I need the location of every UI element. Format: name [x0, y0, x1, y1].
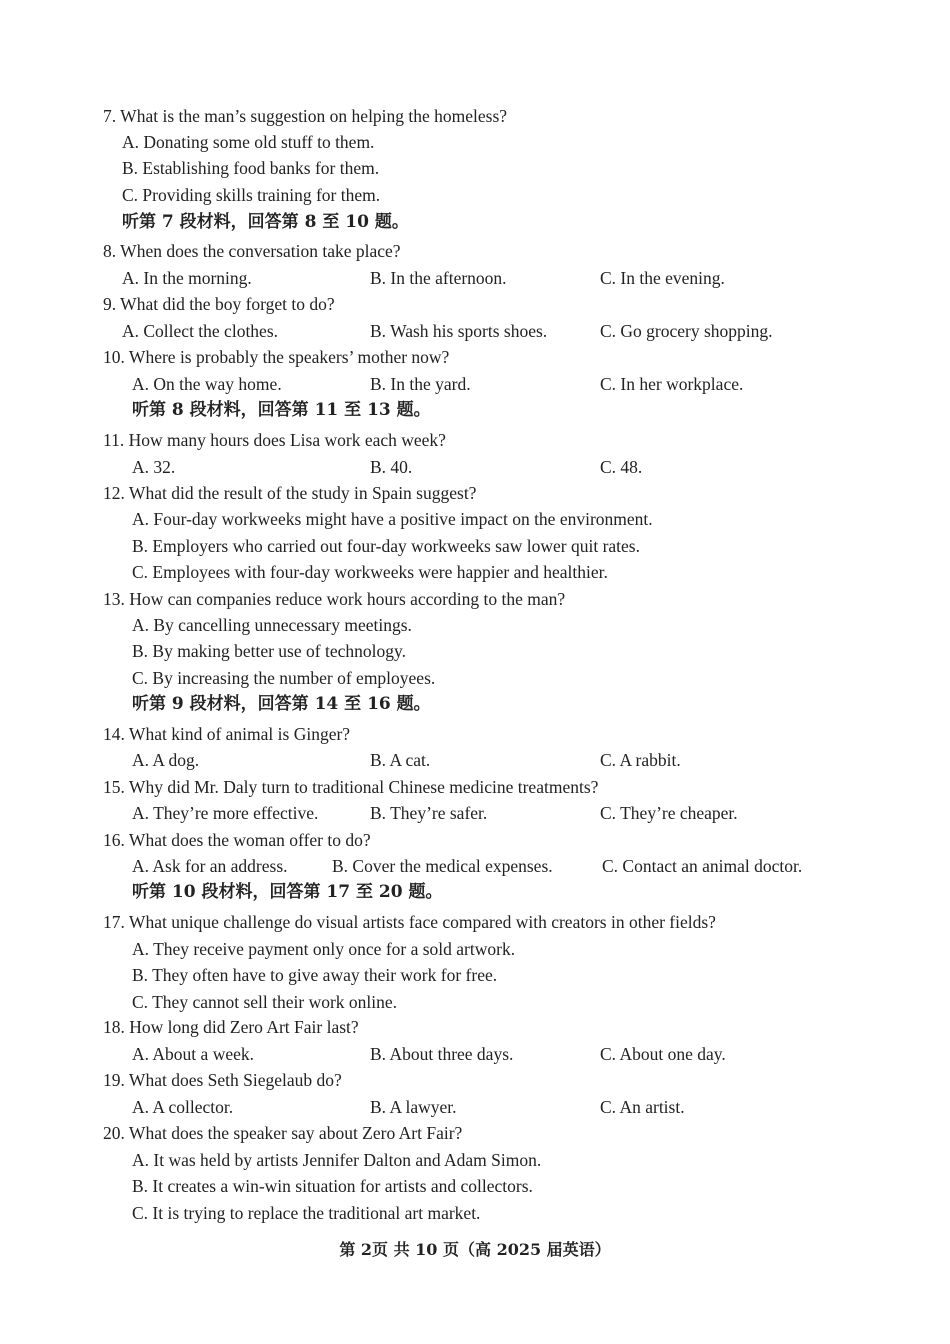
question-8-option-a: A. In the morning. [122, 268, 252, 288]
question-8-stem: 8. When does the conversation take place? [103, 241, 401, 261]
question-13-stem: 13. How can companies reduce work hours according to the man? [103, 589, 566, 609]
question-17-stem: 17. What unique challenge do visual artists face compared with creators in other fields? [103, 912, 716, 932]
question-8-option-c: C. In the evening. [600, 268, 725, 288]
question-11-option-b: B. 40. [370, 457, 413, 477]
question-11-option-c: C. 48. [600, 457, 643, 477]
question-14-option-c: C. A rabbit. [600, 750, 681, 770]
section-heading-10: 听第 10 段材料，回答第 17 至 20 题。 [132, 882, 443, 902]
question-12-option-a: A. Four-day workweeks might have a positive impact on the environment. [132, 509, 653, 529]
question-20-option-a: A. It was held by artists Jennifer Dalton and Adam Simon. [132, 1150, 542, 1170]
question-19-option-b: B. A lawyer. [370, 1097, 457, 1117]
question-14-option-b: B. A cat. [370, 750, 431, 770]
question-11-option-a: A. 32. [132, 457, 176, 477]
question-16-option-b: B. Cover the medical expenses. [332, 856, 553, 876]
question-9-option-b: B. Wash his sports shoes. [370, 321, 548, 341]
section-heading-8: 听第 8 段材料，回答第 11 至 13 题。 [132, 400, 431, 420]
question-17-option-b: B. They often have to give away their work for free. [132, 965, 498, 985]
question-15-stem: 15. Why did Mr. Daly turn to traditional Chinese medicine treatments? [103, 777, 599, 797]
question-15-option-c: C. They’re cheaper. [600, 803, 738, 823]
question-13-option-b: B. By making better use of technology. [132, 641, 406, 661]
question-16-option-c: C. Contact an animal doctor. [602, 856, 803, 876]
question-7-stem: 7. What is the man’s suggestion on helping the homeless? [103, 106, 508, 126]
question-19-stem: 19. What does Seth Siegelaub do? [103, 1070, 342, 1090]
question-18-option-a: A. About a week. [132, 1044, 254, 1064]
question-12-option-c: C. Employees with four-day workweeks were happier and healthier. [132, 562, 608, 582]
question-15-option-a: A. They’re more effective. [132, 803, 319, 823]
question-14-option-a: A. A dog. [132, 750, 200, 770]
question-7-option-b: B. Establishing food banks for them. [122, 158, 380, 178]
question-9-stem: 9. What did the boy forget to do? [103, 294, 335, 314]
question-17-option-c: C. They cannot sell their work online. [132, 992, 398, 1012]
question-11-stem: 11. How many hours does Lisa work each week? [103, 430, 446, 450]
question-20-option-c: C. It is trying to replace the traditional art market. [132, 1203, 481, 1223]
question-12-option-b: B. Employers who carried out four-day workweeks saw lower quit rates. [132, 536, 640, 556]
question-18-option-b: B. About three days. [370, 1044, 514, 1064]
question-17-option-a: A. They receive payment only once for a sold artwork. [132, 939, 516, 959]
question-10-stem: 10. Where is probably the speakers’ mother now? [103, 347, 450, 367]
question-10-option-a: A. On the way home. [132, 374, 282, 394]
question-20-option-b: B. It creates a win-win situation for artists and collectors. [132, 1176, 533, 1196]
question-13-option-a: A. By cancelling unnecessary meetings. [132, 615, 412, 635]
section-heading-7: 听第 7 段材料，回答第 8 至 10 题。 [122, 212, 409, 232]
question-8-option-b: B. In the afternoon. [370, 268, 507, 288]
question-19-option-c: C. An artist. [600, 1097, 685, 1117]
question-14-stem: 14. What kind of animal is Ginger? [103, 724, 351, 744]
question-18-option-c: C. About one day. [600, 1044, 726, 1064]
question-15-option-b: B. They’re safer. [370, 803, 488, 823]
question-9-option-a: A. Collect the clothes. [122, 321, 279, 341]
question-18-stem: 18. How long did Zero Art Fair last? [103, 1017, 359, 1037]
page-footer: 第 2页 共 10 页（高 2025 届英语） [339, 1240, 611, 1259]
question-10-option-c: C. In her workplace. [600, 374, 744, 394]
question-9-option-c: C. Go grocery shopping. [600, 321, 773, 341]
question-16-option-a: A. Ask for an address. [132, 856, 288, 876]
section-heading-9: 听第 9 段材料，回答第 14 至 16 题。 [132, 694, 431, 714]
question-12-stem: 12. What did the result of the study in Spain suggest? [103, 483, 477, 503]
question-20-stem: 20. What does the speaker say about Zero Art Fair? [103, 1123, 463, 1143]
question-7-option-a: A. Donating some old stuff to them. [122, 132, 375, 152]
question-16-stem: 16. What does the woman offer to do? [103, 830, 371, 850]
question-10-option-b: B. In the yard. [370, 374, 471, 394]
question-7-option-c: C. Providing skills training for them. [122, 185, 381, 205]
question-13-option-c: C. By increasing the number of employees. [132, 668, 436, 688]
question-19-option-a: A. A collector. [132, 1097, 234, 1117]
